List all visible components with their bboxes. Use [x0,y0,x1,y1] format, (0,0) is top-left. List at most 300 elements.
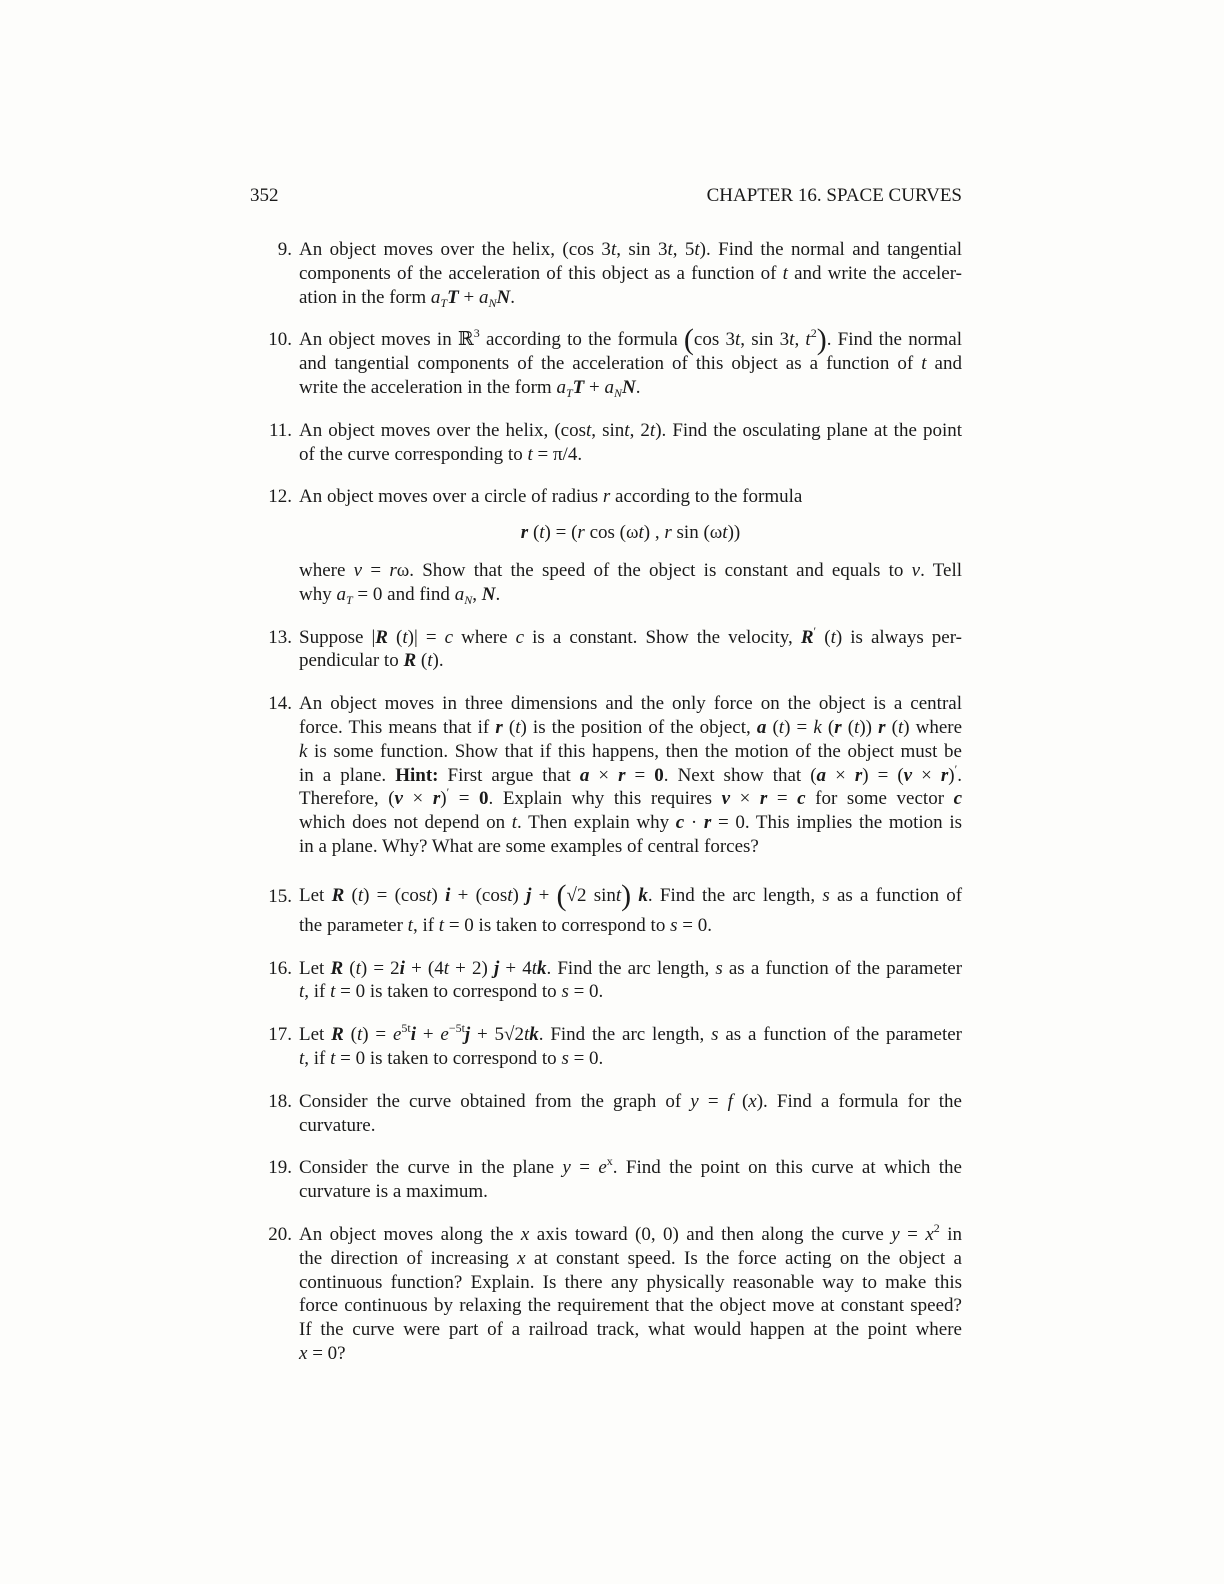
text-segment: N [621,376,636,398]
text-segment: t [507,884,513,906]
text-segment: t [789,329,795,351]
text-segment: ) [431,884,446,906]
text-segment: . Tell [920,559,963,581]
text-segment: = [767,788,798,810]
text-segment: e [392,1024,402,1046]
text-segment: t [734,329,741,351]
text-segment: t [805,329,811,351]
text-segment: . Find the arc length, [538,1024,712,1046]
text-segment: If the curve were part of a railroad track, what would happen at the point where [299,1319,962,1341]
text-line [299,835,962,859]
text-segment: . Explain why this requires [488,788,722,810]
exercise-text [299,957,962,1005]
text-segment: ′ [446,785,450,800]
text-segment: . [957,764,962,786]
text-segment: ( [416,650,428,672]
text-segment: a [604,376,614,398]
text-line [299,376,962,400]
text-segment: = [899,1223,926,1245]
text-segment: × [402,788,433,810]
text-segment: )) [727,522,741,544]
text-segment: Hint: [395,764,439,786]
text-segment: + 2) [449,957,494,979]
display-equation [299,521,962,545]
text-line [299,1294,962,1318]
text-segment: e [440,1024,449,1046]
exercise-text [299,623,962,674]
exercise-item [262,878,962,938]
text-segment: N [481,583,496,605]
text-segment: t [515,716,521,738]
exercise-number: 19. [268,1157,292,1179]
text-line [299,811,962,835]
text-segment: curvature is a maximum. [299,1181,488,1203]
text-segment: + (4 [404,957,444,979]
exercise-text [299,1023,962,1071]
text-segment: t [357,884,364,906]
text-segment: j [464,1024,471,1046]
text-segment: k [529,1024,539,1046]
text-segment: ) [440,788,447,810]
text-segment: pendicular to [299,650,404,672]
text-segment: 2 [810,326,817,341]
exercise-number: 11. [268,419,292,441]
text-segment: 2 [933,1220,940,1235]
text-segment: t [778,716,785,738]
text-segment: t [511,812,518,834]
text-segment: + [458,286,479,308]
text-line [299,1247,962,1271]
text-segment: t [299,981,305,1003]
text-segment: t [402,626,408,648]
exercise-item [262,1023,962,1071]
text-segment: according to the formula [610,486,803,508]
text-segment: x [925,1223,934,1245]
exercise-list [262,238,962,1385]
text-segment: r [495,716,503,738]
text-line [299,957,962,981]
text-segment: T [572,376,585,398]
text-segment: + (cos [450,884,508,906]
text-segment: at constant speed. Is the force acting on the object a [525,1247,962,1269]
text-segment: t [427,650,433,672]
text-line [299,1114,962,1138]
text-segment: ) is the position of the object, [520,716,757,738]
text-segment: i [399,957,405,979]
text-line [299,980,962,1004]
text-segment: + [531,884,557,906]
text-line [299,262,962,286]
text-segment: a [579,764,590,786]
text-segment: c [797,788,806,810]
exercise-item [262,1220,962,1366]
text-segment: , if [412,914,439,936]
text-segment: cos (ω [584,522,639,544]
exercise-number: 9. [277,239,292,260]
text-segment: ) where [903,716,963,738]
text-segment: components of the acceleration of this object as a function of [299,262,783,284]
text-segment: t [527,443,533,465]
text-segment: = [362,559,390,581]
text-segment: c [515,626,525,648]
text-segment: t [586,419,592,441]
text-segment: + 4 [499,957,532,979]
text-segment: ation in the form [299,286,431,308]
text-segment: a [816,764,827,786]
text-segment: c [953,788,963,810]
exercise-item [262,238,962,309]
text-line [299,740,962,764]
exercise-text [299,1220,962,1366]
text-segment: + [584,376,605,398]
text-segment: , [794,329,806,351]
text-segment: = [625,764,655,786]
text-segment: = 0. [677,914,712,936]
text-segment: s [561,981,569,1003]
text-segment: ). [432,650,444,672]
text-segment: = [698,1090,728,1112]
text-segment: N [613,385,622,400]
text-segment: the direction of increasing [299,1247,518,1269]
text-line [299,692,962,716]
text-segment: v [721,788,731,810]
text-segment: r [759,788,768,810]
text-segment: r [602,486,611,508]
text-segment: )) [859,716,879,738]
text-line [299,623,962,650]
text-segment: is some function. Show that if this happens, then the motion of the object must be [307,740,962,762]
text-line [299,761,962,788]
text-segment: ) [512,884,527,906]
text-segment: ) is always per- [835,626,962,648]
exercise-text [299,1090,962,1138]
exercise-item [262,957,962,1005]
text-segment: t [722,522,728,544]
text-segment: N [488,295,497,310]
text-segment: for some vector [805,788,954,810]
exercise-item [262,623,962,674]
text-segment: R [331,884,345,906]
text-segment: k [813,716,822,738]
text-segment: Therefore, ( [299,788,395,810]
text-segment: ( [502,716,516,738]
exercise-number: 18. [268,1090,292,1112]
text-segment: j [493,957,500,979]
text-segment: ( [387,626,403,648]
text-segment: r [940,764,949,786]
text-segment: ) = [362,1024,393,1046]
text-segment: force continuous by relaxing the requirement that the object move at constant speed? [299,1295,962,1317]
text-segment: a [336,583,346,605]
exercise-text [299,1156,962,1204]
text-segment: k [299,740,308,762]
text-segment: t [854,716,860,738]
text-segment: R [330,957,344,979]
text-segment: and [926,353,962,375]
text-segment: ). Find the normal and tangential [699,239,962,260]
text-segment: t [355,957,361,979]
text-segment: , if [304,1047,331,1069]
text-segment: An object moves over the helix, (cos [299,419,587,441]
text-segment: = 0 is taken to correspond to [444,914,671,936]
exercise-text [299,419,962,467]
text-segment: t [782,262,788,284]
text-segment: t [649,419,656,441]
text-segment: t [523,1024,530,1046]
text-segment: in a plane. [299,764,396,786]
text-segment: = 0? [307,1342,346,1364]
text-segment: write the acceleration in the form [299,376,557,398]
exercise-text [299,878,962,938]
page-number: 352 [250,185,279,206]
text-segment: T [565,385,573,400]
text-segment: ) = (cos [363,884,427,906]
text-segment: T [345,592,353,607]
text-line [299,559,962,583]
text-segment: ). Find the osculating plane at the point [655,419,963,441]
text-segment: , sin [591,419,625,441]
text-segment: = 0. This implies the motion is [711,812,963,834]
text-segment: which does not depend on [299,812,512,834]
text-segment: . Find the normal [826,329,963,351]
text-segment: t [667,239,673,260]
text-segment: c [444,626,454,648]
text-segment: a [454,583,465,605]
text-segment: f [727,1090,733,1112]
text-segment: ( [683,323,694,357]
text-segment: v [903,764,913,786]
text-segment: ( [732,1090,749,1112]
text-line [299,1047,962,1071]
text-segment: a [430,286,441,308]
text-segment: r [664,522,672,544]
text-segment: ) [816,323,827,357]
exercise-item [262,1090,962,1138]
text-segment: t [407,914,413,936]
text-segment: as a function of the parameter [722,957,963,979]
text-segment: s [561,1047,569,1069]
text-segment: N [496,286,511,308]
text-segment: r [703,812,712,834]
text-segment: N [464,592,473,607]
text-segment: . Find the arc length, [546,957,716,979]
exercise-number: 16. [268,957,292,979]
text-segment: ( [556,878,567,912]
text-line [299,419,962,443]
text-segment: An object moves in three dimensions and the only force on the object is a central [299,693,962,715]
text-line [299,352,962,376]
text-segment: ) = ( [862,764,904,786]
text-segment: An object moves in ℝ [299,329,474,351]
text-line [299,1090,962,1114]
text-segment: . Next show that ( [663,764,817,786]
text-segment: ( [821,716,835,738]
text-segment: a [478,286,489,308]
text-segment: ′ [954,761,958,776]
text-segment: −5t [448,1021,465,1036]
text-segment: An object moves over the helix, (cos 3 [299,239,611,260]
text-segment: = 0 is taken to correspond to [335,1047,562,1069]
text-segment: force. This means that if [299,716,496,738]
text-segment: R [403,650,417,672]
text-segment: ( [343,957,356,979]
text-segment: t [615,884,622,906]
text-segment: ( [528,522,540,544]
text-segment: t [694,239,700,260]
text-segment: k [536,957,547,979]
text-segment: Suppose | [299,626,376,648]
text-segment: t [539,522,545,544]
text-segment: y [891,1223,900,1245]
exercise-text [299,485,962,606]
text-segment: ) , [643,522,665,544]
text-segment: ′ [813,623,817,638]
text-segment: R [331,1024,344,1046]
text-segment: r [834,716,842,738]
text-segment: t [610,239,617,260]
text-segment: e [598,1157,607,1179]
text-segment: in a plane. Why? What are some examples of central forces? [299,835,759,857]
exercise-number: 20. [268,1223,292,1245]
text-segment: sin (ω [671,522,723,544]
text-segment: y [690,1090,699,1112]
text-segment: t [426,884,432,906]
text-segment: r [878,716,886,738]
text-segment: j [526,884,532,906]
text-segment: , if [304,981,331,1003]
exercise-number: 14. [268,693,292,715]
text-segment: t [330,981,336,1003]
text-segment: r [577,522,585,544]
text-segment: where [453,626,516,648]
text-segment: T [447,286,459,308]
text-line [299,323,963,357]
exercise-number: 10. [268,329,292,351]
text-segment: ( [766,716,779,738]
text-segment: where [299,559,354,581]
text-line [299,1156,962,1180]
text-segment: Let [299,957,331,979]
text-segment: ) [948,764,955,786]
text-segment: )| = [407,626,445,648]
text-segment: x [517,1247,526,1269]
text-segment: √2 sin [566,884,616,906]
text-line [299,238,962,262]
text-segment: ( [343,1024,357,1046]
text-segment: is a constant. Show the velocity, [524,626,801,648]
text-segment: c [675,812,685,834]
text-segment: ( [841,716,855,738]
text-segment: k [638,884,648,906]
text-segment: x [520,1223,530,1245]
text-segment: r [520,522,529,544]
text-segment: . Find the point on this curve at which the [612,1157,962,1179]
text-segment: ( [885,716,898,738]
text-segment: t [438,914,445,936]
text-segment: t [830,626,836,648]
text-segment: First argue that [438,764,580,786]
text-line [299,583,962,607]
text-segment: + [416,1024,441,1046]
exercise-item [262,1156,962,1204]
text-line [299,914,962,938]
text-segment: Let [299,884,332,906]
text-segment: axis toward (0, 0) and then along the curve [529,1223,892,1245]
text-segment: . Find the arc length, [647,884,823,906]
text-segment: r [432,788,441,810]
text-segment: ) = ( [544,522,578,544]
text-segment: v [394,788,403,810]
text-segment: x [606,1154,613,1169]
text-segment: a [556,376,566,398]
text-segment: × [912,764,941,786]
exercise-item [262,323,963,400]
text-segment: = 0. [568,1047,604,1069]
text-segment: , [472,583,482,605]
text-segment: ) = 2 [360,957,400,979]
text-line [299,286,962,310]
text-segment: ω. Show that the speed of the object is constant and equals to [396,559,912,581]
text-line [299,1180,962,1204]
text-segment: , 5 [672,239,695,260]
text-segment: r [618,764,626,786]
text-segment: i [445,884,451,906]
text-segment: t [897,716,904,738]
text-segment: v [353,559,363,581]
text-segment: r [854,764,863,786]
text-line [299,1271,962,1295]
text-segment: t [356,1024,363,1046]
text-line [299,878,962,914]
text-segment: = π/4. [532,443,583,465]
text-segment: x [748,1090,757,1112]
text-line [299,485,962,509]
exercise-text [299,238,962,309]
text-segment: T [440,295,448,310]
text-segment: 5t [401,1021,411,1036]
text-line [299,1342,962,1366]
text-segment: i [410,1024,417,1046]
text-segment: An object moves along the [299,1223,521,1245]
text-line [299,716,962,740]
exercise-number: 17. [268,1024,292,1046]
text-segment: , 2 [629,419,650,441]
text-line [299,1220,962,1247]
text-segment: = 0 and find [352,583,455,605]
text-segment: , sin 3 [616,239,668,260]
text-segment: y [562,1157,571,1179]
text-segment: s [822,884,830,906]
text-segment: ( [816,626,831,648]
exercise-text [299,323,963,400]
text-segment: x [299,1342,308,1364]
text-segment: according to the formula [479,329,684,351]
text-segment: t [330,1047,336,1069]
text-segment: cos 3 [693,329,735,351]
text-segment: × [730,788,760,810]
text-segment: v [911,559,921,581]
text-segment: · [684,812,704,834]
text-segment: t [624,419,630,441]
exercise-number: 13. [268,626,292,648]
text-segment: ) = [784,716,814,738]
exercise-number: 15. [268,885,292,907]
text-segment: Consider the curve in the plane [299,1157,563,1179]
text-line [299,1023,962,1047]
text-segment: Let [299,1024,332,1046]
text-segment: s [715,957,723,979]
text-segment: t [638,522,644,544]
